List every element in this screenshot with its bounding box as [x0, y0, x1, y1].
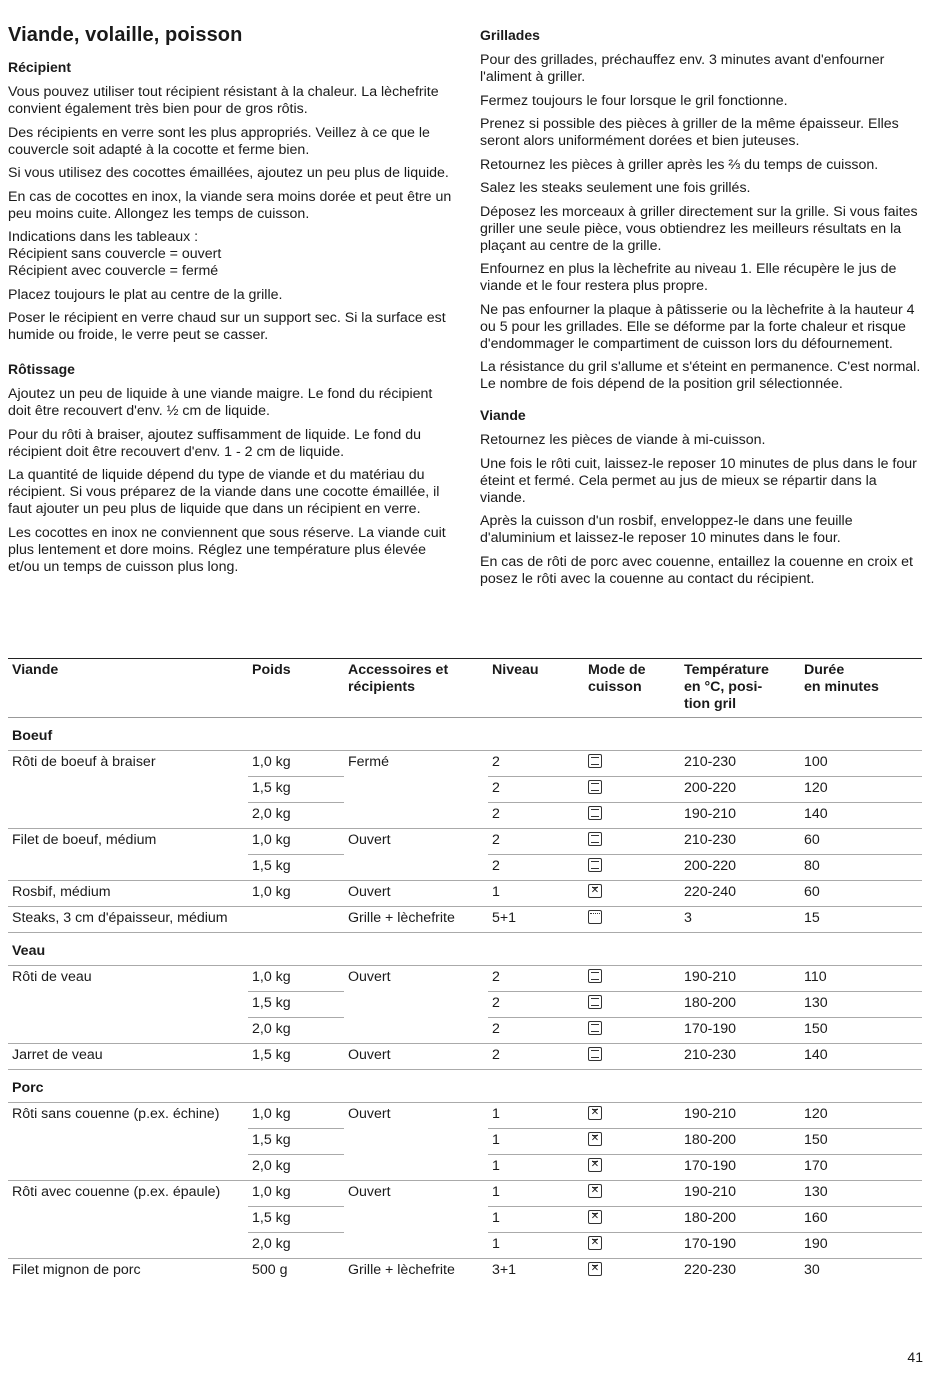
cell-viande	[8, 992, 248, 1018]
hot-air-grill-icon	[588, 884, 602, 898]
cell-mode	[584, 881, 680, 907]
cell-viande: Rôti de veau	[12, 969, 92, 985]
paragraph: Vous pouvez utiliser tout récipient résistant à la chaleur. La lèchefrite convient également très bien pour de gros rôtis.	[8, 84, 439, 117]
table-row	[8, 1103, 922, 1129]
hot-air-grill-icon	[588, 1236, 602, 1250]
cell-temperature: 180-200	[680, 992, 800, 1018]
paragraph: Fermez toujours le four lorsque le gril fonctionne.	[480, 92, 788, 109]
cell-accessoires: Ouvert	[348, 969, 391, 985]
paragraph: La quantité de liquide dépend du type de viande et du matériau du récipient. Si vous préparez de la viande dans une cocotte émaillée, il faut ajouter un peu plus de liquide que dans un récipient en verre.	[8, 467, 440, 517]
cell-duree: 140	[800, 803, 922, 829]
cell-accessoires	[344, 1207, 488, 1233]
cell-duree: 130	[800, 992, 922, 1018]
cell-accessoires	[344, 1233, 488, 1259]
top-bottom-heat-icon	[588, 806, 602, 820]
cell-accessoires	[344, 1155, 488, 1181]
paragraph	[8, 229, 458, 280]
table-row	[8, 1207, 922, 1233]
cell-mode	[584, 1207, 680, 1233]
cell-mode	[584, 829, 680, 855]
page-number: 41	[907, 1349, 923, 1365]
cell-accessoires	[344, 992, 488, 1018]
line: Récipient sans couvercle = ouvert	[8, 246, 222, 262]
cell-temperature: 210-230	[680, 829, 800, 855]
paragraph: En cas de rôti de porc avec couenne, entaillez la couenne en croix et posez le rôti avec la couenne au contact du récipient.	[480, 553, 913, 587]
cell-temperature: 190-210	[680, 803, 800, 829]
heading-recipient: Récipient	[8, 59, 72, 75]
grill-icon	[588, 910, 602, 924]
cell-mode	[584, 907, 680, 933]
cell-niveau: 2	[488, 803, 584, 829]
paragraph: La résistance du gril s'allume et s'éteint en permanence. C'est normal. Le nombre de fois dépend de la position gril sélectionnée.	[480, 359, 921, 392]
right-column	[480, 27, 925, 594]
cell-mode	[584, 1259, 680, 1285]
section-rotissage	[8, 361, 458, 576]
cell-duree: 130	[800, 1181, 922, 1207]
cell-poids: 2,0 kg	[248, 1233, 344, 1259]
cell-duree: 60	[800, 829, 922, 855]
section-viande	[480, 407, 925, 588]
cell-temperature: 170-190	[680, 1155, 800, 1181]
line: Récipient avec couvercle = fermé	[8, 263, 219, 279]
paragraph: Ne pas enfourner la plaque à pâtisserie ou la lèchefrite à la hauteur 4 ou 5 pour les grillades. Elle se déforme par la forte chaleur et risque d'endommager le compartiment de cuisson lors du défournement.	[480, 301, 915, 352]
cell-duree: 150	[800, 1018, 922, 1044]
cell-niveau: 2	[488, 1044, 584, 1070]
header-line: cuisson	[588, 679, 642, 695]
cell-accessoires: Grille + lèchefrite	[348, 1262, 455, 1278]
cell-viande: Jarret de veau	[8, 1044, 248, 1070]
paragraph: Une fois le rôti cuit, laissez-le reposer 10 minutes de plus dans le four éteint et fermé. Cela permet au jus de mieux se répartir dans la viande.	[480, 455, 917, 506]
cell-temperature: 200-220	[680, 777, 800, 803]
cell-viande	[8, 1233, 248, 1259]
category-row	[8, 1070, 922, 1103]
cell-duree: 15	[800, 907, 922, 933]
cell-temperature: 180-200	[680, 1129, 800, 1155]
hot-air-grill-icon	[588, 1210, 602, 1224]
paragraph: En cas de cocottes en inox, la viande sera moins dorée et peut être un peu moins cuite. Allongez les temps de cuisson.	[8, 188, 452, 222]
heading-viande: Viande	[480, 407, 526, 423]
table-row	[8, 992, 922, 1018]
cell-viande	[8, 1155, 248, 1181]
cell-niveau: 2	[488, 829, 584, 855]
table-row	[8, 855, 922, 881]
top-bottom-heat-icon	[588, 754, 602, 768]
table-row	[8, 881, 922, 907]
paragraph: Des récipients en verre sont les plus appropriés. Veillez à ce que le couvercle soit adapté à la cocotte et ferme bien.	[8, 124, 430, 158]
col-header-accessoires	[344, 659, 488, 718]
top-bottom-heat-icon	[588, 995, 602, 1009]
cell-niveau: 1	[488, 1181, 584, 1207]
paragraph: Après la cuisson d'un rosbif, enveloppez-le dans une feuille d'aluminium et laissez-le reposer 10 minutes dans le four.	[480, 513, 853, 546]
header-line: Durée	[804, 662, 845, 678]
cell-niveau: 1	[488, 1155, 584, 1181]
cell-niveau: 2	[488, 855, 584, 881]
cell-niveau: 2	[488, 966, 584, 992]
cell-accessoires	[344, 1129, 488, 1155]
paragraph: Déposez les morceaux à griller directement sur la grille. Si vous faites griller une seule pièce, vous obtiendrez les meilleurs résultats en la plaçant au centre de la grille.	[480, 203, 918, 254]
cell-viande	[8, 855, 248, 881]
cell-accessoires	[344, 777, 488, 803]
cell-viande: Steaks, 3 cm d'épaisseur, médium	[8, 907, 248, 933]
cell-niveau: 2	[488, 777, 584, 803]
cell-poids: 1,5 kg	[248, 1207, 344, 1233]
cell-poids: 1,0 kg	[248, 881, 344, 907]
cell-temperature: 180-200	[680, 1207, 800, 1233]
col-header-temperature	[680, 659, 800, 718]
cell-temperature: 3	[680, 907, 800, 933]
cell-niveau: 5+1	[488, 907, 584, 933]
category-porc: Porc	[8, 1070, 922, 1103]
cell-duree: 150	[800, 1129, 922, 1155]
table-row	[8, 777, 922, 803]
cell-duree: 100	[800, 751, 922, 777]
cell-viande	[8, 1207, 248, 1233]
col-header-duree	[800, 659, 922, 718]
cell-mode	[584, 1233, 680, 1259]
cell-duree: 190	[800, 1233, 922, 1259]
cell-viande: Rosbif, médium	[8, 881, 248, 907]
cell-accessoires: Ouvert	[344, 1044, 488, 1070]
top-bottom-heat-icon	[588, 1021, 602, 1035]
cell-viande	[8, 1129, 248, 1155]
table-row	[8, 803, 922, 829]
cell-mode	[584, 1129, 680, 1155]
cell-mode	[584, 992, 680, 1018]
cell-mode	[584, 1018, 680, 1044]
cell-temperature: 200-220	[680, 855, 800, 881]
cell-viande: Rôti sans couenne (p.ex. échine)	[12, 1106, 220, 1122]
table-row	[8, 1155, 922, 1181]
cell-mode	[584, 1155, 680, 1181]
cell-duree: 170	[800, 1155, 922, 1181]
cell-temperature: 170-190	[680, 1233, 800, 1259]
line: Indications dans les tableaux :	[8, 229, 199, 245]
cell-poids: 2,0 kg	[248, 1155, 344, 1181]
hot-air-grill-icon	[588, 1262, 602, 1276]
col-header-viande: Viande	[8, 659, 248, 718]
header-line: en minutes	[804, 679, 879, 695]
paragraph: Prenez si possible des pièces à griller de la même épaisseur. Elles seront alors uniformément dorées et bien juteuses.	[480, 116, 899, 149]
cell-temperature: 220-230	[684, 1262, 737, 1278]
cell-niveau: 1	[488, 1207, 584, 1233]
cell-poids: 1,5 kg	[248, 1044, 344, 1070]
cell-viande: Filet mignon de porc	[12, 1262, 141, 1278]
paragraph: Placez toujours le plat au centre de la grille.	[8, 286, 283, 303]
cell-poids: 1,0 kg	[248, 1103, 344, 1129]
cell-duree: 120	[800, 777, 922, 803]
top-bottom-heat-icon	[588, 1047, 602, 1061]
table-row	[8, 1233, 922, 1259]
paragraph: Retournez les pièces à griller après les ⅔ du temps de cuisson.	[480, 156, 879, 173]
cell-mode	[584, 751, 680, 777]
cell-mode	[584, 966, 680, 992]
cell-mode	[584, 855, 680, 881]
cell-poids: 2,0 kg	[248, 1018, 344, 1044]
cell-accessoires: Ouvert	[348, 1106, 391, 1122]
cell-accessoires	[344, 1018, 488, 1044]
cell-temperature: 210-230	[680, 751, 800, 777]
paragraph: Ajoutez un peu de liquide à une viande maigre. Le fond du récipient doit être recouvert d'env. ½ cm de liquide.	[8, 386, 433, 419]
cell-accessoires: Ouvert	[344, 881, 488, 907]
cell-duree: 140	[800, 1044, 922, 1070]
cell-mode	[584, 803, 680, 829]
table-row	[8, 966, 922, 992]
col-header-poids: Poids	[248, 659, 344, 718]
header-line: récipients	[348, 679, 416, 695]
table-row	[8, 751, 922, 777]
cooking-table	[8, 658, 922, 1284]
cell-viande	[8, 803, 248, 829]
heading-grillades: Grillades	[480, 27, 540, 43]
cell-mode	[584, 777, 680, 803]
cell-accessoires	[344, 855, 488, 881]
table-row	[8, 1259, 922, 1285]
top-bottom-heat-icon	[588, 858, 602, 872]
col-header-mode	[584, 659, 680, 718]
paragraph: Pour des grillades, préchauffez env. 3 minutes avant d'enfourner l'aliment à griller.	[480, 52, 885, 85]
paragraph: Pour du rôti à braiser, ajoutez suffisamment de liquide. Le fond du récipient doit être recouvert d'env. 1 - 2 cm de liquide.	[8, 426, 422, 460]
table-row	[8, 907, 922, 933]
cell-poids: 1,5 kg	[248, 777, 344, 803]
cell-duree: 80	[800, 855, 922, 881]
cell-poids: 500 g	[252, 1262, 288, 1278]
paragraph: Poser le récipient en verre chaud sur un support sec. Si la surface est humide ou froide, le verre peut se casser.	[8, 310, 446, 343]
hot-air-grill-icon	[588, 1184, 602, 1198]
cell-poids: 1,5 kg	[248, 1129, 344, 1155]
cell-accessoires: Grille + lèchefrite	[344, 907, 488, 933]
table-row	[8, 829, 922, 855]
cell-duree: 160	[800, 1207, 922, 1233]
cell-poids: 1,5 kg	[248, 855, 344, 881]
table-header-row	[8, 659, 922, 718]
cell-temperature: 190-210	[680, 1181, 800, 1207]
cell-viande: Rôti de boeuf à braiser	[12, 754, 156, 770]
cell-poids: 1,0 kg	[248, 1181, 344, 1207]
paragraph: Retournez les pièces de viande à mi-cuisson.	[480, 432, 766, 448]
top-bottom-heat-icon	[588, 969, 602, 983]
cell-poids: 2,0 kg	[248, 803, 344, 829]
cell-temperature: 190-210	[680, 966, 800, 992]
cell-duree: 60	[800, 881, 922, 907]
page-title: Viande, volaille, poisson	[8, 24, 243, 46]
cell-niveau: 2	[488, 992, 584, 1018]
col-header-niveau: Niveau	[488, 659, 584, 718]
cell-niveau: 3+1	[492, 1262, 517, 1278]
cell-duree: 30	[804, 1262, 820, 1278]
paragraph: Les cocottes en inox ne conviennent que sous réserve. La viande cuit plus lentement et dore moins. Réglez une température plus élevée et/ou un temps de cuisson plus long.	[8, 524, 446, 575]
category-row	[8, 933, 922, 966]
cell-temperature: 190-210	[680, 1103, 800, 1129]
category-row	[8, 718, 922, 751]
cell-mode	[584, 1103, 680, 1129]
cell-duree: 110	[800, 966, 922, 992]
table-row	[8, 1044, 922, 1070]
cell-niveau: 1	[488, 1233, 584, 1259]
cell-accessoires: Ouvert	[348, 1184, 391, 1200]
cell-viande	[8, 1018, 248, 1044]
cell-mode	[584, 1181, 680, 1207]
header-line: Mode de	[588, 662, 646, 678]
cell-duree: 120	[800, 1103, 922, 1129]
left-column	[8, 24, 458, 582]
cell-accessoires	[344, 803, 488, 829]
table-row	[8, 1181, 922, 1207]
cell-viande: Rôti avec couenne (p.ex. épaule)	[12, 1184, 221, 1200]
header-line: Température	[684, 662, 769, 678]
paragraph: Enfournez en plus la lèchefrite au niveau 1. Elle récupère le jus de viande et le four restera plus propre.	[480, 261, 897, 294]
cell-temperature: 220-240	[680, 881, 800, 907]
cell-niveau: 1	[488, 881, 584, 907]
hot-air-grill-icon	[588, 1158, 602, 1172]
paragraph: Si vous utilisez des cocottes émaillées, ajoutez un peu plus de liquide.	[8, 165, 449, 181]
category-veau: Veau	[8, 933, 922, 966]
cell-poids: 1,0 kg	[248, 829, 344, 855]
header-line: Accessoires et	[348, 662, 449, 678]
cell-niveau: 1	[488, 1103, 584, 1129]
cell-accessoires: Fermé	[348, 754, 389, 770]
cell-niveau: 2	[488, 1018, 584, 1044]
cell-niveau: 2	[488, 751, 584, 777]
table-row	[8, 1129, 922, 1155]
table-row	[8, 1018, 922, 1044]
paragraph: Salez les steaks seulement une fois grillés.	[480, 180, 751, 196]
cell-viande	[8, 777, 248, 803]
hot-air-grill-icon	[588, 1132, 602, 1146]
cell-viande: Filet de boeuf, médium	[12, 832, 157, 848]
cell-temperature: 210-230	[680, 1044, 800, 1070]
cell-niveau: 1	[488, 1129, 584, 1155]
hot-air-grill-icon	[588, 1106, 602, 1120]
top-bottom-heat-icon	[588, 780, 602, 794]
header-line: tion gril	[684, 696, 737, 712]
heading-rotissage: Rôtissage	[8, 361, 75, 377]
cell-poids	[248, 907, 344, 933]
cell-poids: 1,5 kg	[248, 992, 344, 1018]
header-line: en °C, posi-	[684, 679, 763, 695]
top-bottom-heat-icon	[588, 832, 602, 846]
cell-temperature: 170-190	[680, 1018, 800, 1044]
cell-accessoires: Ouvert	[348, 832, 391, 848]
category-boeuf: Boeuf	[8, 718, 922, 751]
cell-poids: 1,0 kg	[248, 966, 344, 992]
cell-mode	[584, 1044, 680, 1070]
cell-poids: 1,0 kg	[248, 751, 344, 777]
